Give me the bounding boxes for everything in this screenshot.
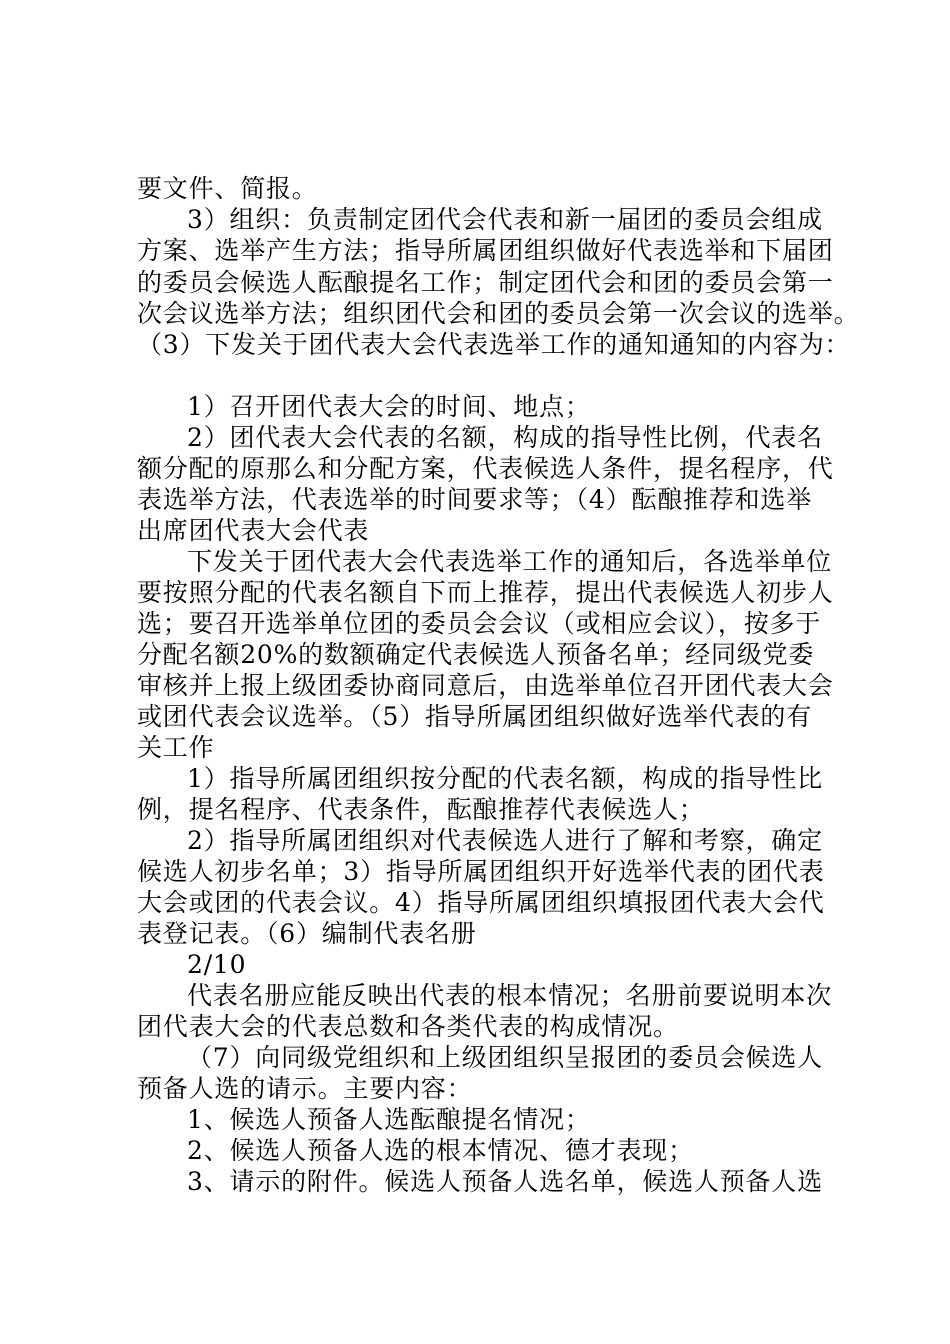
text-line: 2）指导所属团组织对代表候选人进行了解和考察，确定 [187, 826, 823, 855]
text-line: 1、候选人预备人选酝酿提名情况； [187, 1105, 591, 1134]
text-line: 要按照分配的代表名额自下而上推荐，提出代表候选人初步人 [137, 578, 834, 607]
text-line: 的委员会候选人酝酿提名工作；制定团代会和团的委员会第一 [137, 268, 834, 297]
text-line: 表选举方法，代表选举的时间要求等；（4）酝酿推荐和选举 [137, 485, 813, 514]
text-line: 关工作 [137, 733, 215, 762]
text-line: 候选人初步名单；3）指导所属团组织开好选举代表的团代表 [137, 857, 825, 886]
text-line: 代表名册应能反映出代表的根本情况；名册前要说明本次 [187, 981, 833, 1010]
text-line: 例，提名程序、代表条件，酝酿推荐代表候选人； [137, 795, 705, 824]
text-line: （3）下发关于团代表大会代表选举工作的通知通知的内容为： [137, 330, 851, 359]
text-line: 团代表大会的代表总数和各类代表的构成情况。 [137, 1012, 679, 1041]
text-line: 1）指导所属团组织按分配的代表名额，构成的指导性比 [187, 764, 823, 793]
text-line: （7）向同级党组织和上级团组织呈报团的委员会候选人 [187, 1043, 823, 1072]
text-line: 额分配的原那么和分配方案，代表候选人条件，提名程序，代 [137, 454, 834, 483]
text-line: 选；要召开选举单位团的委员会会议（或相应会议），按多于 [137, 609, 822, 638]
text-line: 要文件、简报。 [137, 174, 318, 203]
text-line: 或团代表会议选举。（5）指导所属团组织做好选举代表的有 [137, 702, 813, 731]
text-line: 大会或团的代表会议。4）指导所属团组织填报团代表大会代 [137, 888, 825, 917]
text-line: 下发关于团代表大会代表选举工作的通知后，各选举单位 [187, 547, 833, 576]
text-line: 审核并上报上级团委协商同意后，由选举单位召开团代表大会 [137, 671, 834, 700]
text-line: 2、候选人预备人选的根本情况、德才表现； [187, 1136, 694, 1165]
text-line: 2）团代表大会代表的名额，构成的指导性比例，代表名 [187, 423, 823, 452]
text-line: 预备人选的请示。主要内容： [137, 1074, 473, 1103]
text-line: 分配名额20%的数额确定代表候选人预备名单；经同级党委 [137, 640, 815, 669]
text-line: 3、请示的附件。候选人预备人选名单，候选人预备人选 [187, 1167, 823, 1196]
text-line: 次会议选举方法；组织团代会和团的委员会第一次会议的选举。 [137, 299, 860, 328]
text-line: 表登记表。（6）编制代表名册 [137, 919, 477, 948]
text-line: 出席团代表大会代表 [137, 516, 370, 545]
text-line: 方案、选举产生方法；指导所属团组织做好代表选举和下届团 [137, 236, 834, 265]
text-line: 3）组织：负责制定团代会代表和新一届团的委员会组成 [187, 205, 823, 234]
text-line: 1）召开团代表大会的时间、地点； [187, 392, 591, 421]
page-number: 2/10 [187, 950, 247, 979]
